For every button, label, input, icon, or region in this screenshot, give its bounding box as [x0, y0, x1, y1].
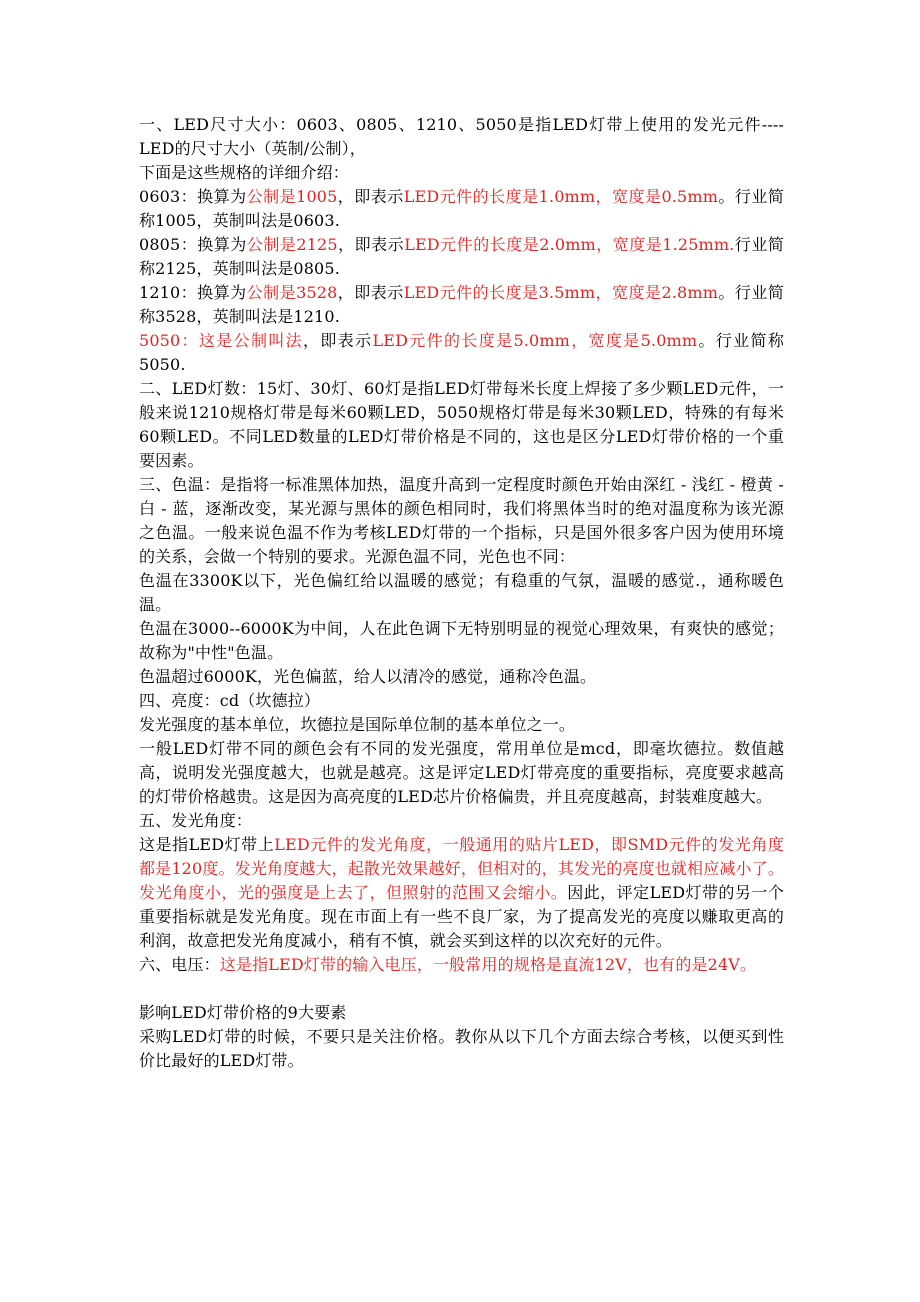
section-4-paragraph: 一般LED灯带不同的颜色会有不同的发光强度，常用单位是mcd，即毫坎德拉。数值越高，说明发光强度越大，也就是越亮。这是评定LED灯带亮度的重要指标，亮度要求越高的灯带价格越贵。这是因为高亮度的LED芯片价格偏贵，并且亮度越高，封装难度越大。	[139, 739, 784, 806]
spec-1210-dimensions: LED元件的长度是3.5mm，宽度是2.8mm	[403, 283, 719, 302]
section-6-highlight: 这是指LED灯带的输入电压，一般常用的规格是直流12V，也有的是24V。	[219, 955, 757, 974]
spec-0603-connector: ，即表示	[337, 187, 404, 206]
section-5-lead: 这是指LED灯带上	[139, 835, 275, 854]
spec-0805-tail: 行业简称2125，英制叫法是0805.	[139, 235, 784, 278]
spec-5050-lead: 5050：这是公制叫法	[139, 331, 304, 350]
spec-0603-metric: 公制是1005	[246, 187, 338, 206]
color-temp-warm: 色温在3300K以下，光色偏红给以温暖的感觉；有稳重的气氛，温暖的感觉.，通称暖色温。	[139, 571, 784, 614]
section-4-definition: 发光强度的基本单位，坎德拉是国际单位制的基本单位之一。	[139, 715, 576, 734]
spec-1210-tail: 。行业简称3528，英制叫法是1210.	[139, 283, 784, 326]
section-5-paragraph	[139, 833, 784, 953]
spec-0805-paragraph	[139, 233, 784, 281]
spec-0603-lead: 0603：换算为	[139, 187, 247, 206]
spec-0805-connector: ，即表示	[337, 235, 405, 254]
price-factors-title: 影响LED灯带价格的9大要素	[139, 1003, 347, 1022]
spec-0603-dimensions: LED元件的长度是1.0mm，宽度是0.5mm	[403, 187, 719, 206]
section-4-heading: 四、亮度：cd（坎德拉）	[139, 691, 321, 710]
spec-5050-tail: 。行业简称5050.	[139, 331, 784, 374]
section-5-tail: 因此，评定LED灯带的另一个重要指标就是发光角度。现在市面上有一些不良厂家，为了提高发光的亮度以赚取更高的利润，故意把发光角度减小，稍有不慎，就会买到这样的以次充好的元件。	[139, 883, 784, 950]
color-temp-cool: 色温超过6000K，光色偏蓝，给人以清冷的感觉，通称冷色温。	[139, 667, 597, 686]
section-1-heading: 一、LED尺寸大小：0603、0805、1210、5050是指LED灯带上使用的发光元件----LED的尺寸大小（英制/公制），	[139, 115, 784, 158]
section-2-paragraph: 二、LED灯数：15灯、30灯、60灯是指LED灯带每米长度上焊接了多少颗LED元件，一般来说1210规格灯带是每米60颗LED，5050规格灯带是每米30颗LED，特殊的有每米60颗LED。不同LED数量的LED灯带价格是不同的，这也是区分LED灯带价格的一个重要因素。	[139, 379, 784, 470]
section-6-heading: 六、电压：	[139, 955, 220, 974]
section-5-heading: 五、发光角度：	[139, 811, 253, 830]
spec-5050-connector: ，即表示	[303, 331, 373, 350]
spec-0603-paragraph	[139, 185, 784, 233]
section-3-paragraph: 三、色温：是指将一标准黑体加热，温度升高到一定程度时颜色开始由深红 - 浅红 - 橙黄 - 白 - 蓝，逐渐改变，某光源与黑体的颜色相同时，我们将黑体当时的绝对温度称为该光源之色温。一般来说色温不作为考核LED灯带的一个指标，只是国外很多客户因为使用环境的关系，会做一个特别的要求。光源色温不同，光色也不同：	[139, 475, 784, 566]
spec-0603-tail: 。行业简称1005，英制叫法是0603.	[139, 187, 784, 230]
spec-1210-metric: 公制是3528	[246, 283, 338, 302]
document-body	[139, 113, 784, 1073]
color-temp-neutral: 色温在3000--6000K为中间，人在此色调下无特别明显的视觉心理效果，有爽快的感觉；故称为"中性"色温。	[139, 619, 784, 662]
price-factors-intro: 采购LED灯带的时候，不要只是关注价格。教你从以下几个方面去综合考核，以便买到性价比最好的LED灯带。	[139, 1027, 784, 1070]
spec-0805-metric: 公制是2125	[246, 235, 338, 254]
spec-1210-connector: ，即表示	[337, 283, 404, 302]
paragraph-gap	[139, 977, 784, 1001]
spec-5050-dimensions: LED元件的长度是5.0mm，宽度是5.0mm	[372, 331, 698, 350]
spec-1210-paragraph	[139, 281, 784, 329]
section-5-highlight: LED元件的发光角度，一般通用的贴片LED，即SMD元件的发光角度都是120度。发光角度越大，起散光效果越好，但相对的，其发光的亮度也就相应减小了。发光角度小，光的强度是上去了，但照射的范围又会缩小。	[139, 835, 785, 902]
spec-5050-paragraph	[139, 329, 784, 377]
section-6-paragraph	[139, 953, 784, 977]
spec-0805-dimensions: LED元件的长度是2.0mm，宽度是1.25mm.	[404, 235, 735, 254]
section-1-intro: 下面是这些规格的详细介绍：	[139, 163, 349, 182]
spec-0805-lead: 0805：换算为	[139, 235, 247, 254]
spec-1210-lead: 1210：换算为	[139, 283, 247, 302]
